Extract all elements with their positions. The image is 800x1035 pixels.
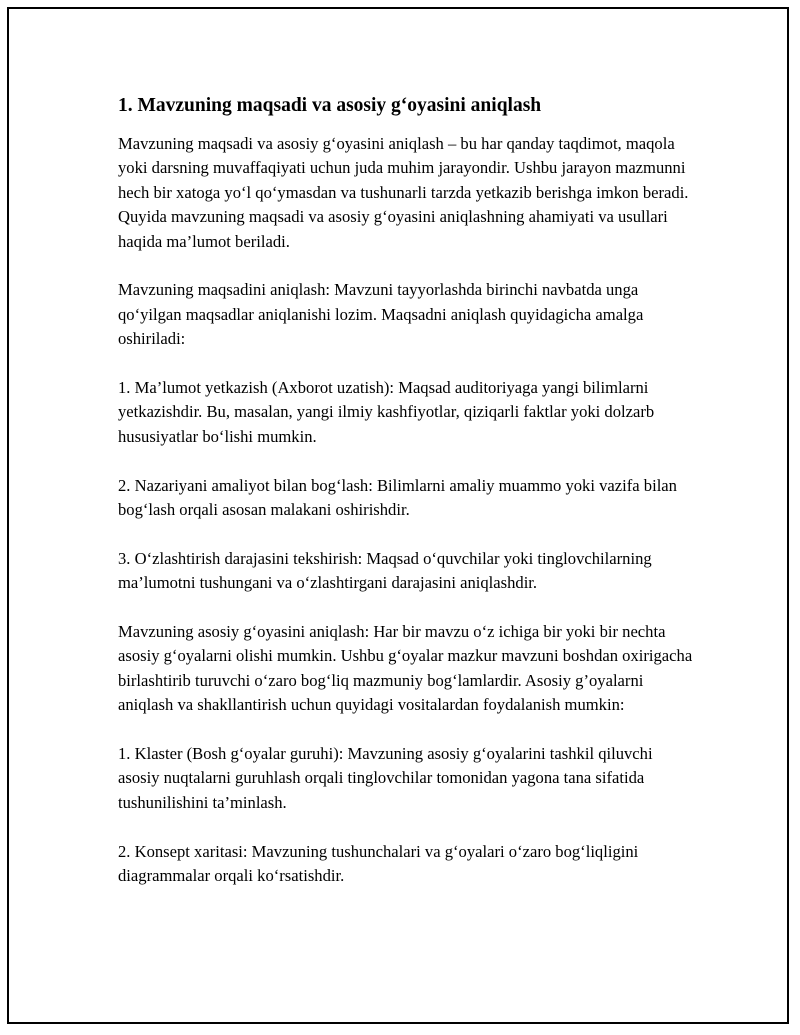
paragraph-goal-item-1: 1. Ma’lumot yetkazish (Axborot uzatish): Maqsad auditoriyaga yangi bilimlarni yetkazishdir. Bu, masalan, yangi ilmiy kashfiyotlar, qiziqarli faktlar yoki dolzarb hususiyatlar bo‘lishi mumkin. bbox=[118, 378, 655, 446]
paragraph-goal-item-3: 3. O‘zlashtirish darajasini tekshirish: Maqsad o‘quvchilar yoki tinglovchilarning ma’lumotni tushungani va o‘zlashtirgani darajasini aniqlashdir. bbox=[118, 548, 652, 593]
paragraph-goal-definition: Mavzuning maqsadini aniqlash: Mavzuni tayyorlashda birinchi navbatda unga qo‘yilgan maqsadlar aniqlanishi lozim. Maqsadni aniqlash quyidagicha amalga oshiriladi: bbox=[118, 280, 644, 349]
document-body bbox=[118, 92, 698, 913]
paragraph-tool-item-1: 1. Klaster (Bosh g‘oyalar guruhi): Mavzuning asosiy g‘oyalarini tashkil qiluvchi asosiy nuqtalarni guruhlash orqali tinglovchilar tomonidan yagona tana sifatida tushunilishini ta’minlash. bbox=[118, 744, 653, 812]
section-heading: 1. Mavzuning maqsadi va asosiy g‘oyasini aniqlash bbox=[118, 95, 542, 116]
paragraph-main-idea: Mavzuning asosiy g‘oyasini aniqlash: Har bir mavzu o‘z ichiga bir yoki bir nechta asosiy g‘oyalarni olishi mumkin. Ushbu g‘oyalar mazkur mavzuni boshdan oxirigacha birlashtirib turuvchi o‘zaro bog‘liq mazmuniy bog‘lamlardir. Asosiy g’oyalarni aniqlash va shakllantirish uchun quyidagi vositalardan foydalanish mumkin: bbox=[118, 622, 693, 715]
paragraph-intro: Mavzuning maqsadi va asosiy g‘oyasini aniqlash – bu har qanday taqdimot, maqola yoki darsning muvaffaqiyati uchun juda muhim jarayondir. Ushbu jarayon mazmunni hech bir xatoga yo‘l qo‘ymasdan va tushunarli tarzda yetkazib berishga imkon beradi. Quyida mavzuning maqsadi va asosiy g‘oyasini aniqlashning ahamiyati va usullari haqida ma’lumot beriladi. bbox=[118, 134, 689, 251]
paragraph-tool-item-2: 2. Konsept xaritasi: Mavzuning tushunchalari va g‘oyalari o‘zaro bog‘liqligini diagrammalar orqali ko‘rsatishdir. bbox=[118, 841, 639, 886]
paragraph-goal-item-2: 2. Nazariyani amaliyot bilan bog‘lash: Bilimlarni amaliy muammo yoki vazifa bilan bog‘lash orqali asosan malakani oshirishdir. bbox=[118, 475, 677, 520]
